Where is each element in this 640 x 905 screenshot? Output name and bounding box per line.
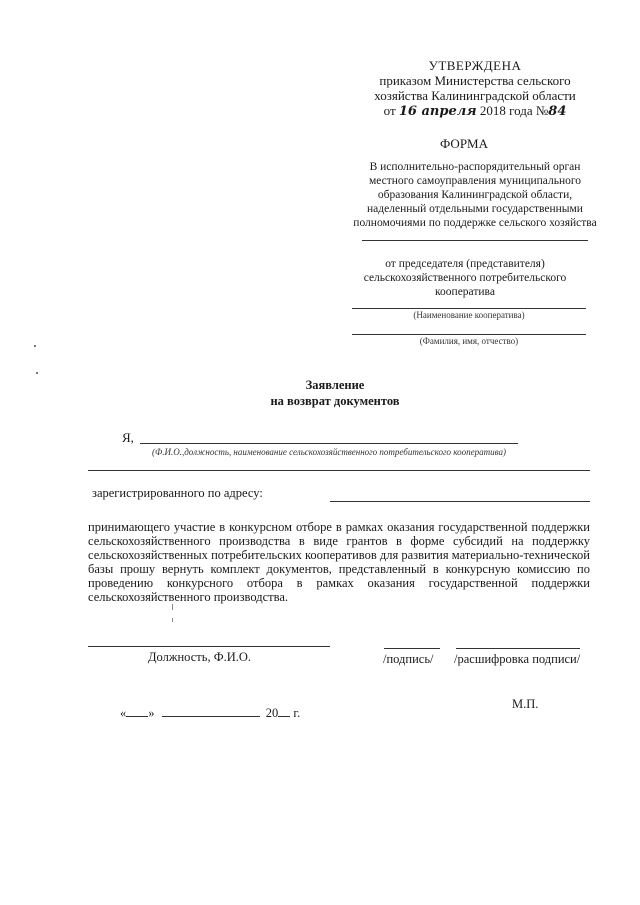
approval-line-1: приказом Министерства сельского [379,73,571,88]
sender-line-3: кооператива [435,286,495,298]
addressee-line-4: наделенный отдельными государственными [367,203,583,215]
sign-label: /подпись/ [383,652,434,666]
approval-date-handwritten: 16 апреля [398,104,477,119]
date-year-suffix: г. [293,706,301,720]
addressee-block [340,160,610,230]
decode-line [456,648,580,649]
applicant-line-1 [140,443,518,444]
decode-label: /расшифровка подписи/ [454,652,581,666]
fio-hint: (Фамилия, имя, отчество) [419,336,519,346]
registered-label: зарегистрированного по адресу: [92,486,263,500]
date-close-quote: » [148,706,155,720]
addressee-line-2: местного самоуправления муниципального [368,175,582,187]
applicant-hint: (Ф.И.О.,должность, наименование сельскохозяйственного потребительского кооператива) [152,447,506,457]
addressee-line-3: образования Калининградской области, [377,189,573,201]
date-open-quote: « [120,706,127,720]
scan-speck [34,345,36,347]
sender-line-1: от председателя (представителя) [385,258,545,270]
scan-speck [36,372,38,374]
scan-mark [172,618,173,622]
sender-block [345,257,585,299]
month-blank [162,716,260,717]
form-label: ФОРМА [440,136,488,151]
applicant-ya: Я, [122,430,134,445]
document-title [245,377,425,409]
applicant-line-2 [88,470,590,471]
title-line-2: на возврат документов [270,394,400,408]
date-year-prefix: 20 [265,706,279,720]
date-line [120,706,300,721]
addressee-line-5: полномочиями по поддержке сельского хозяйства [353,217,597,229]
coop-name-line [352,308,586,309]
stamp-label: М.П. [512,697,539,711]
approval-date-year: 2018 года № [479,103,549,118]
addressee-line-1: В исполнительно-распорядительный орган [369,161,581,173]
fio-line [352,334,586,335]
address-line [330,501,590,502]
year-blank [278,716,290,717]
approval-header: УТВЕРЖДЕНА [428,58,522,73]
position-label: Должность, Ф.И.О. [148,650,252,664]
approval-date-prefix: от [383,103,396,118]
coop-name-hint: (Наименование кооператива) [413,310,525,320]
day-blank [126,716,148,717]
body-paragraph: принимающего участие в конкурсном отборе в рамках оказания государственной поддержки сельскохозяйственного производства в виде грантов в форме субсидий на поддержку сельскохозяйственных потребительских кооперативов для развития материально-технической базы прошу вернуть комплект документов, представленный в конкурсную комиссию по проведению конкурсного отбора в рамках оказания государственной поддержки сельскохозяйственного производства. [88,520,590,604]
scan-mark [172,604,173,610]
approval-number-handwritten: 84 [548,104,567,119]
approval-line-2: хозяйства Калининградской области [374,88,576,103]
position-line [88,646,330,647]
sender-line-2: сельскохозяйственного потребительского [363,272,567,284]
title-line-1: Заявление [305,378,365,392]
addressee-blank-line [362,240,588,241]
approval-block [340,58,610,119]
approval-date-line [340,103,610,119]
sign-line [384,648,440,649]
